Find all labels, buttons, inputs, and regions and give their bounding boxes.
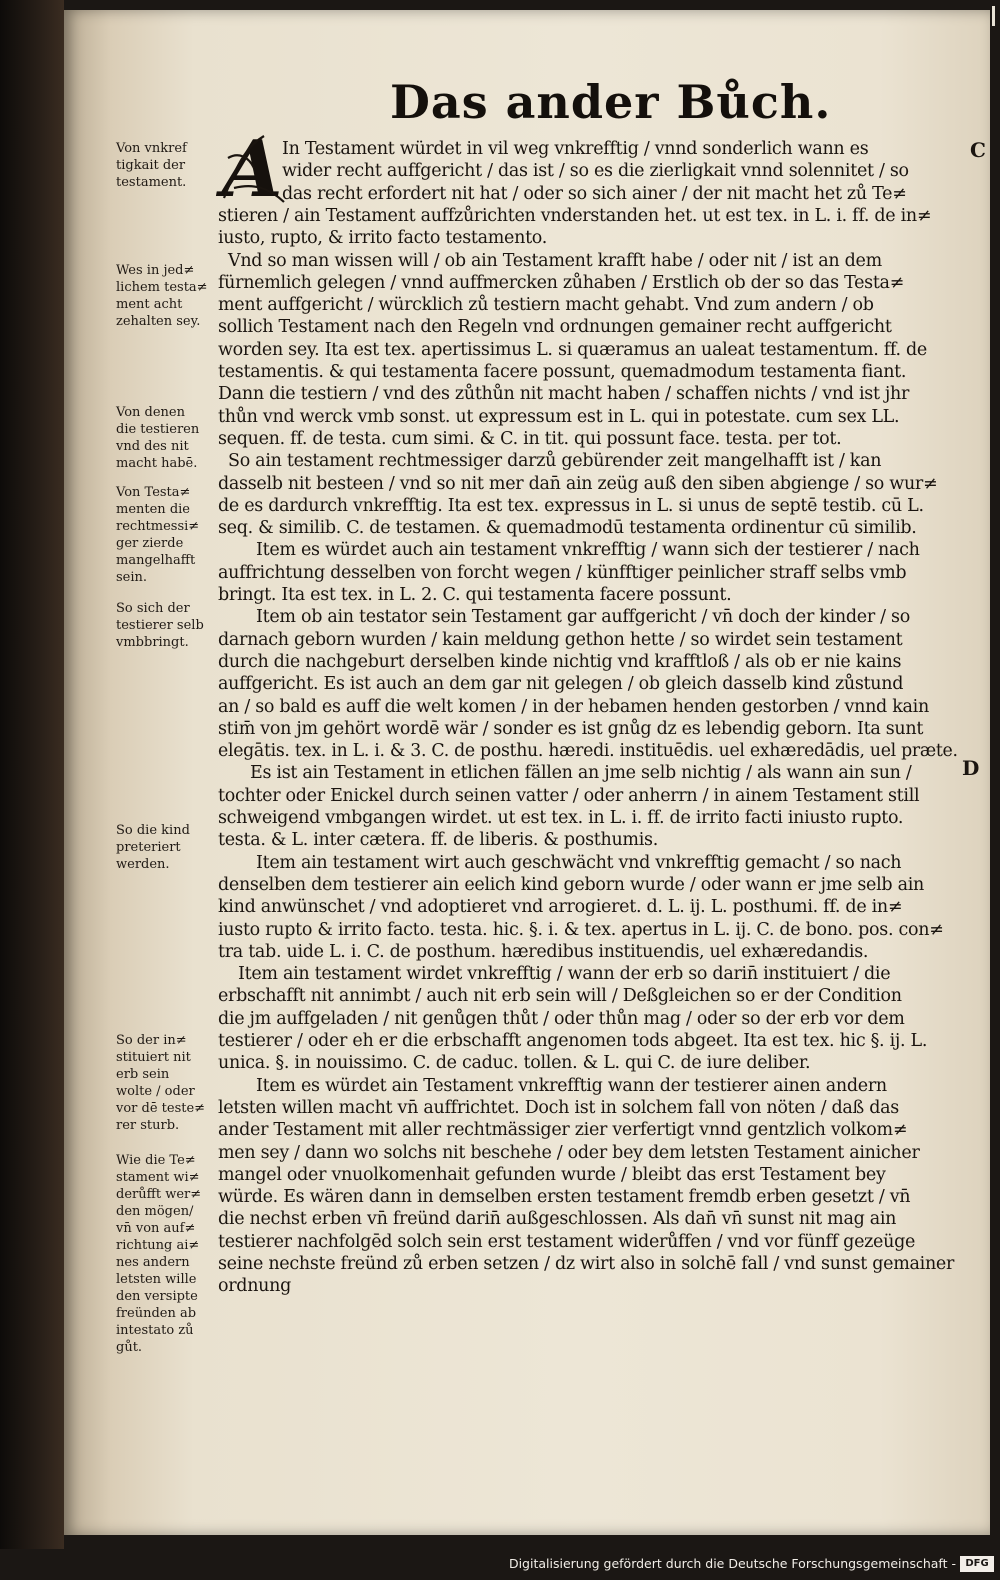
text-line: die jm auffgeladen / nit genůgen thůt / oder thůn mag / oder so der erb vor dem [218,1008,905,1029]
text-line: schweigend vmbgangen wirdet. ut est tex. in L. i. ff. de irrito facti iniusto rupto. [218,808,904,828]
text-line: Item es würdet auch ain testament vnkrefftig / wann sich der testierer / nach [256,540,920,561]
text-line: tra tab. uide L. i. C. de posthum. hæredibus instituendis, uel exhæredandis. [218,941,869,962]
margin-note: Wie die Te≠ stament wi≠ derůfft wer≠ den mögen/ vn̄ von auf≠ richtung ai≠ nes andern letsten wille den versipte freünden ab intestato zů gůt. [116,1153,202,1355]
text-line: auffgericht. Es ist auch an dem gar nit gelegen / ob gleich dasselb kind zůstund [218,674,904,695]
footer-credit: Digitalisierung gefördert durch die Deutsche Forschungsgemeinschaft - [508,1556,956,1571]
text-line: iusto, rupto, & irrito facto testamento. [218,228,547,249]
text-line: testierer / oder eh er die erbschafft angenomen tods abgeet. Ita est tex. hic §. ij. L. [218,1031,928,1051]
text-line: tochter oder Enickel durch seinen vatter / oder anherrn / in ainem Testament still [218,785,920,806]
text-line: seine nechste freünd zů erben setzen / dz wirt also in solchē fall / vnd sunst gemainer [218,1254,955,1274]
text-line: unica. §. in nouissimo. C. de caduc. tollen. & L. qui C. de iure deliber. [218,1053,811,1074]
text-line: durch die nachgeburt derselben kinde nichtig vnd krafftloß / als ob er nie kains [218,651,902,672]
text-line: Vnd so man wissen will / ob ain Testament krafft habe / oder nit / ist an dem [228,250,882,271]
text-line: de es dardurch vnkrefftig. Ita est tex. expressus in L. si unus de septē testib. cū L. [218,495,924,516]
signature-mark-d: D [962,756,980,780]
text-line: an / so bald es auff die welt komen / in der hebamen henden gestorben / vnnd kain [218,696,929,717]
decorated-initial: A [222,124,283,215]
text-line: wider recht auffgericht / das ist / so es die zierligkait vnnd solennitet / so [282,161,909,182]
page-title: Das ander Bůch. [390,75,832,129]
text-line: thůn vnd werck vmb sonst. ut expressum est in L. qui in potestate. cum sex LL. [218,406,900,427]
text-line: stieren / ain Testament auffzůrichten vnderstanden het. ut est tex. in L. i. ff. de in≠ [218,205,932,226]
text-line: auffrichtung desselben von forcht wegen / künfftiger peinlicher straff selbs vmb [218,562,907,583]
text-line: ander Testament mit aller rechtmässiger zier verfertigt vnnd gentzlich volkom≠ [218,1120,908,1141]
dfg-logo: DFG [960,1556,994,1572]
text-line: Item ain testament wirdet vnkrefftig / wann der erb so darin̄ instituiert / die [238,964,891,985]
text-line: denselben dem testierer ain eelich kind geborn wurde / oder wann er jme selb ain [218,874,924,895]
text-line: stim̄ von jm gehört wordē wär / sonder es ist gnůg dz es lebendig geborn. Ita sunt [218,718,924,739]
text-line: ment auffgericht / würcklich zů testiern macht gehabt. Vnd zum andern / ob [218,295,874,316]
signature-mark-c: C [970,138,986,162]
text-line: testamentis. & qui testamenta facere possunt, quemadmodum testamenta fiant. [218,362,907,382]
text-line: darnach geborn wurden / kain meldung gethon hette / so wirdet sein testament [218,629,903,650]
text-line: Item ob ain testator sein Testament gar auffgericht / vn̄ doch der kinder / so [256,607,910,628]
text-line: letsten willen macht vn̄ auffrichtet. Doch ist in solchem fall von nöten / daß das [218,1097,899,1118]
text-line: bringt. Ita est tex. in L. 2. C. qui testamenta facere possunt. [218,585,732,605]
text-line: testa. & L. inter cætera. ff. de liberis. & posthumis. [218,830,658,851]
footer-bar [0,1549,1000,1580]
text-line: fürnemlich gelegen / vnnd auffmercken zůhaben / Erstlich ob der so das Testa≠ [218,272,905,293]
margin-note: So die kind preteriert werden. [116,823,190,872]
text-line: elegātis. tex. in L. i. & 3. C. de posthu. hæredi. instituēdis. uel exhæredādis, uel præte. [218,741,958,762]
text-line: men sey / dann wo solchs nit beschehe / oder bey dem letsten Testament ainicher [218,1142,920,1163]
margin-note: Von denen die testieren vnd des nit macht habē. [116,405,200,471]
text-line: die nechst erben vn̄ freünd darin̄ außgeschlossen. Als dan̄ vn̄ sunst nit mag ain [218,1209,897,1230]
text-line: seq. & similib. C. de testamen. & quemadmodū testamenta ordinentur cū similib. [218,518,917,539]
text-line: mangel oder vnuolkomenhait gefunden wurde / bleibt das erst Testament bey [218,1164,886,1185]
text-line: Item es würdet ain Testament vnkrefftig wann der testierer ainen andern [256,1075,887,1096]
margin-note: Wes in jed≠ lichem testa≠ ment acht zehalten sey. [116,263,208,329]
text-line: testierer nachfolgēd solch sein erst testament widerůffen / vnd vor fünff gezeüge [218,1231,916,1252]
text-line: erbschafft nit annimbt / auch nit erb sein will / Deßgleichen so er der Condition [218,986,902,1007]
text-line: Es ist ain Testament in etlichen fällen an jme selb nichtig / als wann ain sun / [250,763,912,784]
text-line: So ain testament rechtmessiger darzů gebürender zeit mangelhafft ist / kan [228,451,882,472]
text-line: kind anwünschet / vnd adoptieret vnd arrogieret. d. L. ij. L. posthumi. ff. de in≠ [218,897,903,918]
margin-note: So der in≠ stituiert nit erb sein wolte / oder vor dē teste≠ rer sturb. [116,1033,206,1133]
margin-note: Von Testa≠ menten die rechtmessi≠ ger zierde mangelhafft sein. [116,485,200,585]
text-line: In Testament würdet in vil weg vnkrefftig / vnnd sonderlich wann es [282,139,869,159]
text-line: das recht erfordert nit hat / oder so sich ainer / der nit macht het zů Te≠ [282,183,907,204]
text-line: iusto rupto & irrito facto. testa. hic. §. i. & tex. apertus in L. ij. C. de bono. pos. con≠ [218,919,944,940]
text-line: worden sey. Ita est tex. apertissimus L. si quæramus an ualeat testamentum. ff. de [218,339,927,360]
text-line: sollich Testament nach den Regeln vnd ordnungen gemainer recht auffgericht [218,317,892,338]
text-line: sequen. ff. de testa. cum simi. & C. in tit. qui possunt face. testa. per tot. [218,428,842,449]
text-line: würde. Es wären dann in demselben ersten testament fremdb erben gesetzt / vn̄ [218,1187,911,1208]
text-line: ordnung [218,1276,292,1297]
text-line: Dann die testiern / vnd des zůthůn nit macht haben / schaffen nichts / vnd ist jhr [218,384,910,405]
text-line: Item ain testament wirt auch geschwächt vnd vnkrefftig gemacht / so nach [256,852,902,873]
margin-note: So sich der testierer selb vmbbringt. [116,601,204,650]
margin-note: Von vnkref tigkait der testament. [116,141,187,190]
text-line: dasselb nit besteen / vnd so nit mer dan̄ ain zeüg auß den siben abgienge / so wur≠ [218,473,938,494]
